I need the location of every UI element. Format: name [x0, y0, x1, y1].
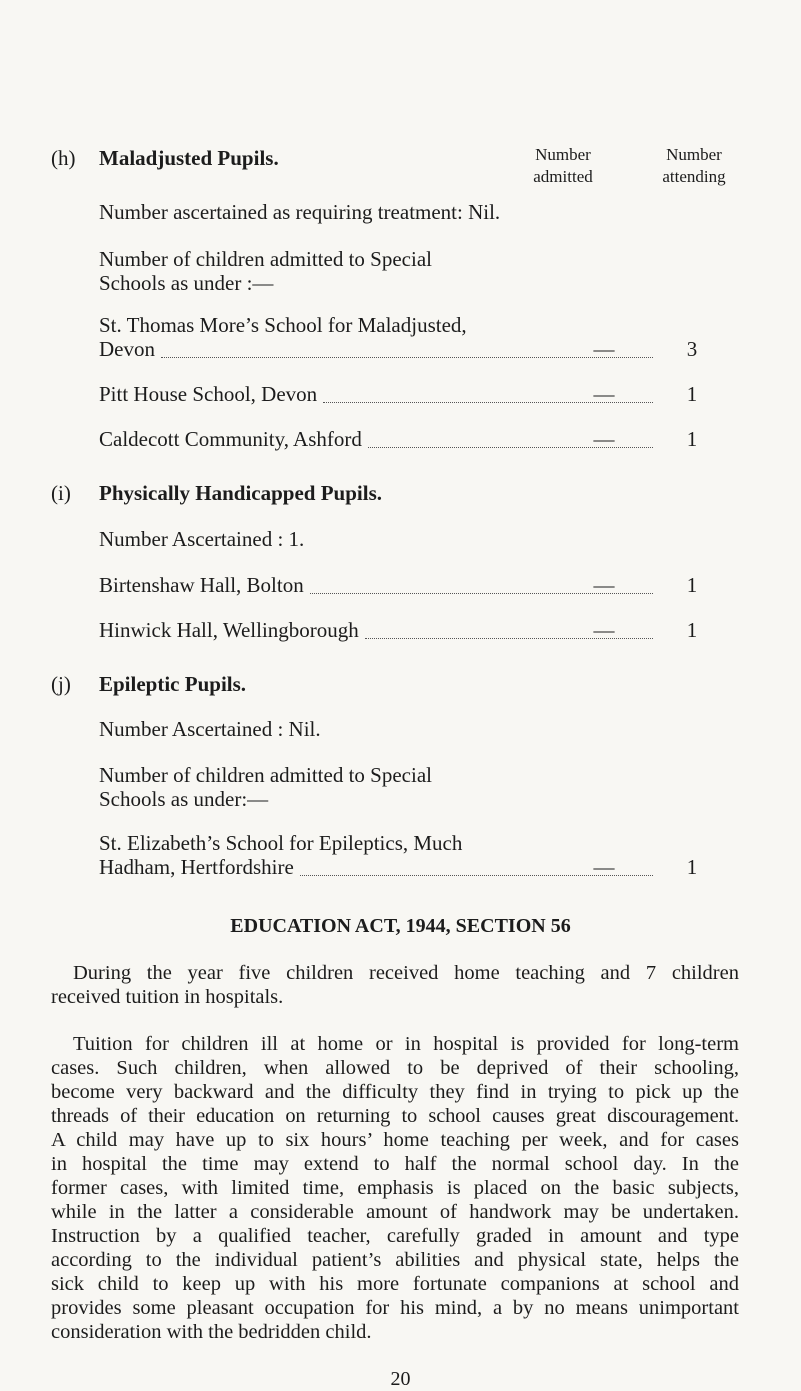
attending-value: 1: [686, 855, 698, 879]
school-name-line1: St. Elizabeth’s School for Epileptics, Much: [99, 831, 463, 855]
paragraph-line: provides some pleasant occupation for his mind, a by no means unimportant: [51, 1297, 739, 1319]
section-i-letter: (i): [51, 481, 71, 505]
section-h-ascertained: Number ascertained as requiring treatment: Nil.: [99, 200, 501, 224]
leader-dots: [161, 357, 653, 358]
column-header-attending-line2: attending: [662, 167, 726, 186]
admitted-value: —: [593, 337, 615, 361]
admitted-value: —: [593, 573, 615, 597]
school-name: Birtenshaw Hall, Bolton: [99, 573, 304, 597]
attending-value: 3: [686, 337, 698, 361]
school-name: Caldecott Community, Ashford: [99, 427, 362, 451]
paragraph-line: cases. Such children, when allowed to be deprived of their schooling,: [51, 1057, 739, 1079]
school-name: Devon: [99, 337, 155, 361]
admitted-value: —: [593, 382, 615, 406]
section-j-ascertained: Number Ascertained : Nil.: [99, 717, 321, 741]
column-header-attending-line1: Number: [666, 145, 722, 164]
column-header-admitted: [508, 144, 618, 188]
school-row: [99, 618, 659, 644]
school-name: Pitt House School, Devon: [99, 382, 318, 406]
section-i-ascertained: Number Ascertained : 1.: [99, 527, 305, 551]
school-name: Hadham, Hertfordshire: [99, 855, 294, 879]
paragraph-line: while in the latter a considerable amount of handwork may be undertaken.: [51, 1201, 739, 1223]
paragraph-line: A child may have up to six hours’ home teaching per week, and for cases: [51, 1129, 739, 1151]
paragraph-line: During the year five children received home teaching and 7 children: [73, 962, 739, 984]
school-row: [99, 337, 659, 363]
paragraph-line: in hospital the time may extend to half the normal school day. In the: [51, 1153, 739, 1175]
section-j-intro-line2: Schools as under:—: [99, 787, 269, 811]
section-h-intro-line2: Schools as under :—: [99, 271, 274, 295]
attending-value: 1: [686, 618, 698, 642]
education-paragraph-2: [51, 1032, 739, 1344]
attending-value: 1: [686, 382, 698, 406]
school-row: [99, 855, 659, 881]
column-header-admitted-line2: admitted: [533, 167, 593, 186]
paragraph-line: received tuition in hospitals.: [51, 986, 284, 1008]
paragraph-line: former cases, with limited time, emphasis is placed on the basic subjects,: [51, 1177, 739, 1199]
column-header-admitted-line1: Number: [535, 145, 591, 164]
section-j-title: Epileptic Pupils.: [99, 672, 247, 696]
section-h-letter: (h): [51, 146, 76, 170]
education-act-heading: EDUCATION ACT, 1944, SECTION 56: [230, 915, 571, 937]
section-i-title: Physically Handicapped Pupils.: [99, 481, 382, 505]
attending-value: 1: [686, 427, 698, 451]
school-row: [99, 382, 659, 408]
school-name: Hinwick Hall, Wellingborough: [99, 618, 359, 642]
admitted-value: —: [593, 427, 615, 451]
education-paragraph-1: [51, 961, 739, 1009]
section-j-intro-line1: Number of children admitted to Special: [99, 763, 432, 787]
page-number: 20: [390, 1368, 411, 1390]
school-name-line1: St. Thomas More’s School for Maladjusted,: [99, 313, 467, 337]
school-row: [99, 427, 659, 453]
paragraph-line: Instruction by a qualified teacher, carefully graded in amount and type: [51, 1225, 739, 1247]
school-row: [99, 573, 659, 599]
paragraph-line: according to the individual patient’s abilities and physical state, helps the: [51, 1249, 739, 1271]
column-header-attending: [639, 144, 749, 188]
paragraph-line: threads of their education on returning to school causes great discouragement.: [51, 1105, 739, 1127]
admitted-value: —: [593, 855, 615, 879]
paragraph-line: consideration with the bedridden child.: [51, 1321, 372, 1343]
attending-value: 1: [686, 573, 698, 597]
paragraph-line: Tuition for children ill at home or in hospital is provided for long-term: [73, 1033, 739, 1055]
paragraph-line: sick child to keep up with his more fortunate companions at school and: [51, 1273, 739, 1295]
section-j-letter: (j): [51, 672, 71, 696]
paragraph-line: become very backward and the difficulty they find in trying to pick up the: [51, 1081, 739, 1103]
admitted-value: —: [593, 618, 615, 642]
section-h-title: Maladjusted Pupils.: [99, 146, 279, 170]
section-h-intro-line1: Number of children admitted to Special: [99, 247, 432, 271]
